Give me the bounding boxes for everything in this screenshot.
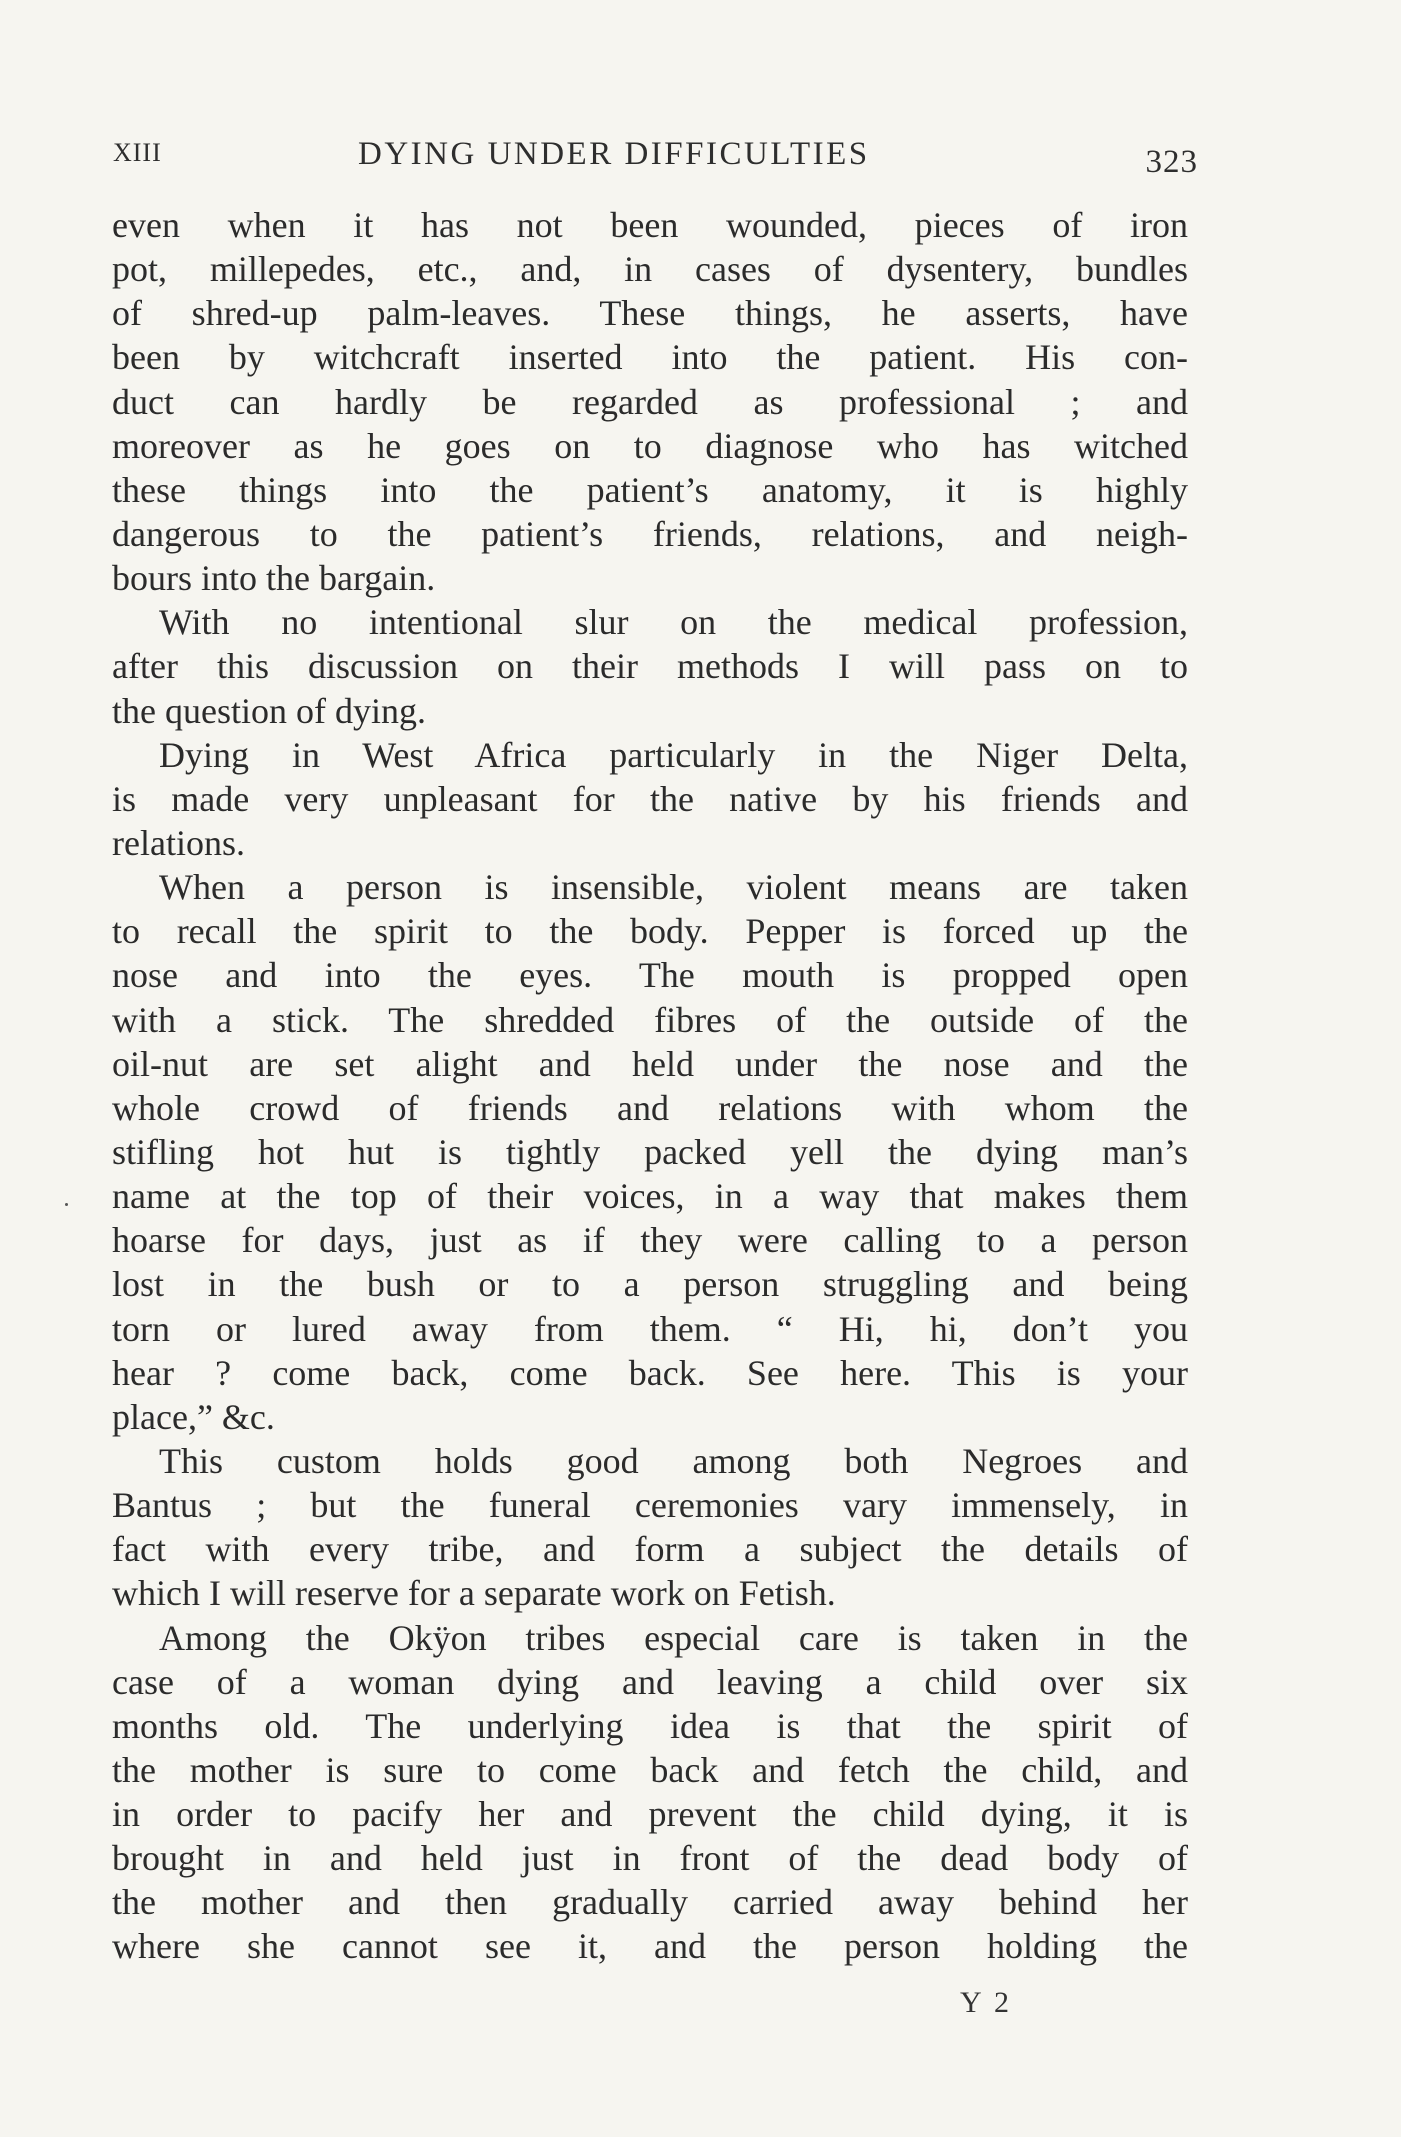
text-line: torn or lured away from them. “ Hi, hi, don’t you (112, 1308, 1188, 1349)
text-line: With no intentional slur on the medical profession, (159, 602, 1188, 643)
text-line: hoarse for days, just as if they were calling to a person (112, 1220, 1188, 1261)
text-line: dangerous to the patient’s friends, relations, and neigh- (112, 513, 1188, 554)
text-line: stifling hot hut is tightly packed yell the dying man’s (112, 1131, 1188, 1172)
text-line: fact with every tribe, and form a subject the details of (112, 1529, 1188, 1570)
text-line: Dying in West Africa particularly in the Niger Delta, (159, 734, 1188, 775)
text-line: lost in the bush or to a person struggling and being (112, 1264, 1188, 1305)
text-line: relations. (112, 822, 245, 863)
signature-mark: Y 2 (960, 1986, 1013, 2019)
text-line: the mother is sure to come back and fetch the child, and (112, 1749, 1188, 1790)
text-line: these things into the patient’s anatomy, it is highly (112, 469, 1188, 510)
text-line: brought in and held just in front of the dead body of (112, 1838, 1188, 1879)
page-number: 323 (1145, 144, 1198, 180)
text-line: duct can hardly be regarded as professional ; and (112, 381, 1188, 422)
text-line: of shred-up palm-leaves. These things, he asserts, have (112, 293, 1188, 334)
text-line: where she cannot see it, and the person holding the (112, 1926, 1188, 1967)
text-line: nose and into the eyes. The mouth is propped open (112, 955, 1188, 996)
text-line: the mother and then gradually carried away behind her (112, 1882, 1188, 1923)
text-line: name at the top of their voices, in a way that makes them (112, 1176, 1188, 1217)
text-line: moreover as he goes on to diagnose who has witched (112, 425, 1188, 466)
text-line: place,” &c. (112, 1396, 275, 1437)
text-line: the question of dying. (112, 690, 426, 731)
chapter-number: XIII (113, 138, 162, 167)
running-title: DYING UNDER DIFFICULTIES (358, 136, 870, 172)
text-line: months old. The underlying idea is that the spirit of (112, 1705, 1188, 1746)
text-line: This custom holds good among both Negroes and (159, 1440, 1188, 1481)
text-line: Among the Okÿon tribes especial care is taken in the (159, 1617, 1188, 1658)
text-line: Bantus ; but the funeral ceremonies vary immensely, in (112, 1485, 1188, 1526)
running-head (113, 132, 1198, 182)
text-line: hear ? come back, come back. See here. This is your (112, 1352, 1188, 1393)
text-line: When a person is insensible, violent means are taken (159, 867, 1188, 908)
text-line: case of a woman dying and leaving a child over six (112, 1661, 1188, 1702)
text-line: in order to pacify her and prevent the child dying, it is (112, 1794, 1188, 1835)
margin-speck (65, 1203, 68, 1206)
text-line: oil-nut are set alight and held under the nose and the (112, 1043, 1188, 1084)
text-line: pot, millepedes, etc., and, in cases of dysentery, bundles (112, 249, 1188, 290)
text-line: bours into the bargain. (112, 558, 436, 599)
text-line: even when it has not been wounded, pieces of iron (112, 205, 1188, 245)
text-line: to recall the spirit to the body. Pepper is forced up the (112, 911, 1188, 952)
body-text (112, 203, 1188, 1969)
text-line: is made very unpleasant for the native by his friends and (112, 778, 1188, 819)
text-line: which I will reserve for a separate work on Fetish. (112, 1573, 836, 1614)
text-line: whole crowd of friends and relations with whom the (112, 1087, 1188, 1128)
text-line: been by witchcraft inserted into the patient. His con- (112, 337, 1188, 378)
text-line: after this discussion on their methods I will pass on to (112, 646, 1188, 687)
text-line: with a stick. The shredded fibres of the outside of the (112, 999, 1188, 1040)
